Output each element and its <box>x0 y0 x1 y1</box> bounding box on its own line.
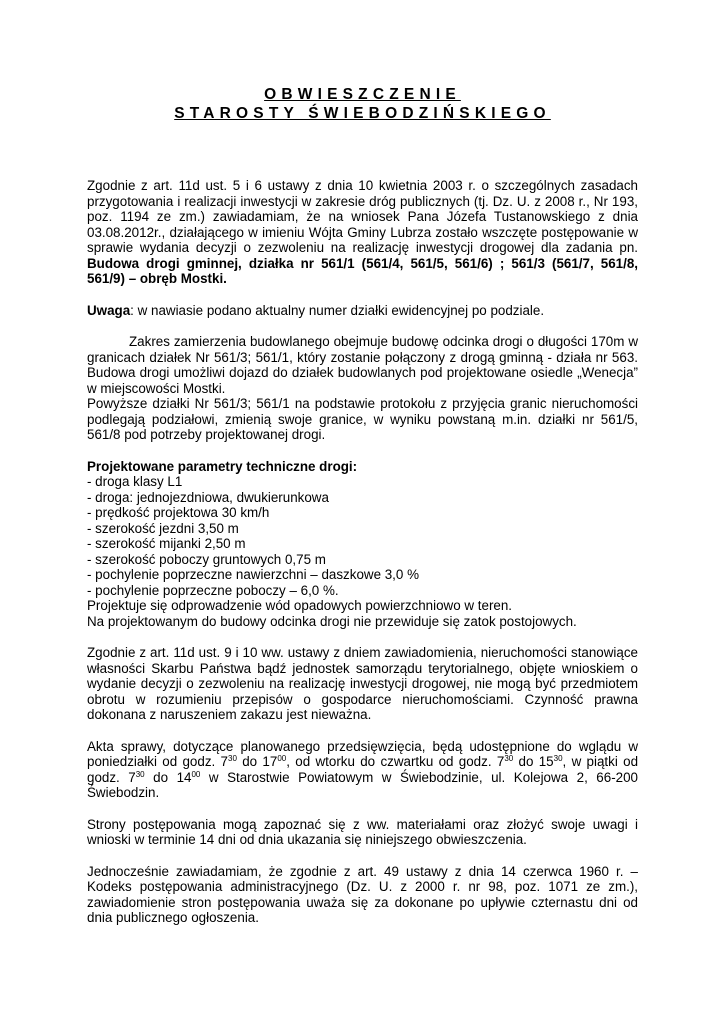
hours-minutes: 30 <box>553 754 563 763</box>
division-paragraph: Powyższe działki Nr 561/3; 561/1 na podstawie protokołu z przyjęcia granic nieruchomości podlegają podziałowi, zmienią swoje granice, w wyniku powstaną m.in. działki nr 561/5, 561/8 pod potrzeby projektowanej drogi. <box>87 396 638 442</box>
intro-text: Zgodnie z art. 11d ust. 5 i 6 ustawy z dnia 10 kwietnia 2003 r. o szczególnych zasadach przygotowania i realizacji inwestycji w zakresie dróg publicznych (tj. Dz. U. z 2008 r., Nr 193, poz. 1194 ze zm.) zawiadamiam, że na wniosek Pana Józefa Tustanowskiego z dnia 03.08.2012r., działającego w imieniu Wójta Gminy Lubrza zostało wszczęte postępowanie w sprawie wydania decyzji o zezwoleniu na realizację inwestycji drogowej dla zadania pn. <box>87 178 638 255</box>
parameter-item: - szerokość mijanki 2,50 m <box>87 536 246 551</box>
parameter-item: - szerokość poboczy gruntowych 0,75 m <box>87 551 326 567</box>
parameters-section <box>87 459 638 630</box>
drainage-line: Projektuje się odprowadzenie wód opadowych powierzchniowo w teren. <box>87 598 513 613</box>
hours-minutes: 30 <box>504 754 514 763</box>
hours-text: , od wtorku do czwartku od godz. 7 <box>286 754 505 769</box>
hours-text: do 15 <box>513 754 554 769</box>
hours-paragraph <box>87 739 638 801</box>
hours-text: do 17 <box>236 754 278 769</box>
hours-text: do 14 <box>144 769 192 785</box>
parameter-item: - droga klasy L1 <box>87 474 183 489</box>
parameter-item: - pochylenie poprzeczne nawierzchni – daszkowe 3,0 % <box>87 567 419 582</box>
hours-minutes: 00 <box>191 769 201 779</box>
hours-text: , w piątki od godz. 7 <box>87 754 639 785</box>
page-title: OBWIESZCZENIE <box>264 86 461 103</box>
note-paragraph <box>87 303 638 319</box>
hours-minutes: 00 <box>277 754 287 763</box>
hours-text: Akta sprawy, dotyczące planowanego przedsięwzięcia, będą udostępnione do wglądu w poniedziałki od godz. 7 <box>87 738 638 769</box>
parameter-item: - szerokość jezdni 3,50 m <box>87 520 239 536</box>
note-text: : w nawiasie podano aktualny numer działki ewidencyjnej po podziale. <box>130 302 545 318</box>
hours-minutes: 30 <box>228 754 237 763</box>
hours-text: w Starostwie Powiatowym w Świebodzinie, ul. Kolejowa 2, 66-200 Świebodzin. <box>87 769 639 800</box>
parameters-heading: Projektowane parametry techniczne drogi: <box>87 458 358 474</box>
page-subtitle: STAROSTY ŚWIEBODZIŃSKIEGO <box>174 105 551 122</box>
parameter-item: - pochylenie poprzeczne poboczy – 6,0 %. <box>87 582 339 598</box>
parameter-item: - prędkość projektowa 30 km/h <box>87 505 270 520</box>
hours-minutes: 30 <box>135 769 145 779</box>
ownership-paragraph: Zgodnie z art. 11d ust. 9 i 10 ww. ustawy z dniem zawiadomienia, nieruchomości stanowiące własności Skarbu Państwa bądź jednostek samorządu terytorialnego, objęte wnioskiem o wydanie decyzji o zezwoleniu na realizację inwestycji drogowej, nie mogą być przedmiotem obrotu w rozumieniu przepisów o gospodarce nieruchomościami. Czynność prawna dokonana z naruszeniem zakazu jest nieważna. <box>87 645 638 722</box>
kpa-paragraph: Jednocześnie zawiadamiam, że zgodnie z art. 49 ustawy z dnia 14 czerwca 1960 r. – Kodeks postępowania administracyjnego (Dz. U. z 2000 r. nr 98, poz. 1071 ze zm.), zawiadomienie stron postępowania uważa się za dokonane po upływie czternastu dni od dnia publicznego ogłoszenia. <box>87 863 638 925</box>
project-name: Budowa drogi gminnej, działka nr 561/1 (561/4, 561/5, 561/6) ; 561/3 (561/7, 561/8, 561/9) – obręb Mostki. <box>87 255 638 286</box>
parking-line: Na projektowanym do budowy odcinka drogi nie przewiduje się zatok postojowych. <box>87 613 577 629</box>
note-label: Uwaga <box>87 302 131 318</box>
intro-paragraph <box>87 178 638 287</box>
parameter-item: - droga: jednojezdniowa, dwukierunkowa <box>87 489 329 505</box>
scope-paragraph: Zakres zamierzenia budowlanego obejmuje budowę odcinka drogi o długości 170m w granicach działek Nr 561/3; 561/1, który zostanie połączony z drogą gminną - działa nr 563. Budowa drogi umożliwi dojazd do działek budowlanych pod projektowane osiedle „Wenecja” w miejscowości Mostki. <box>87 334 638 396</box>
document-body <box>87 178 638 942</box>
remarks-paragraph: Strony postępowania mogą zapoznać się z ww. materiałami oraz złożyć swoje uwagi i wnioski w terminie 14 dni od dnia ukazania się niniejszego obwieszczenia. <box>87 816 638 847</box>
